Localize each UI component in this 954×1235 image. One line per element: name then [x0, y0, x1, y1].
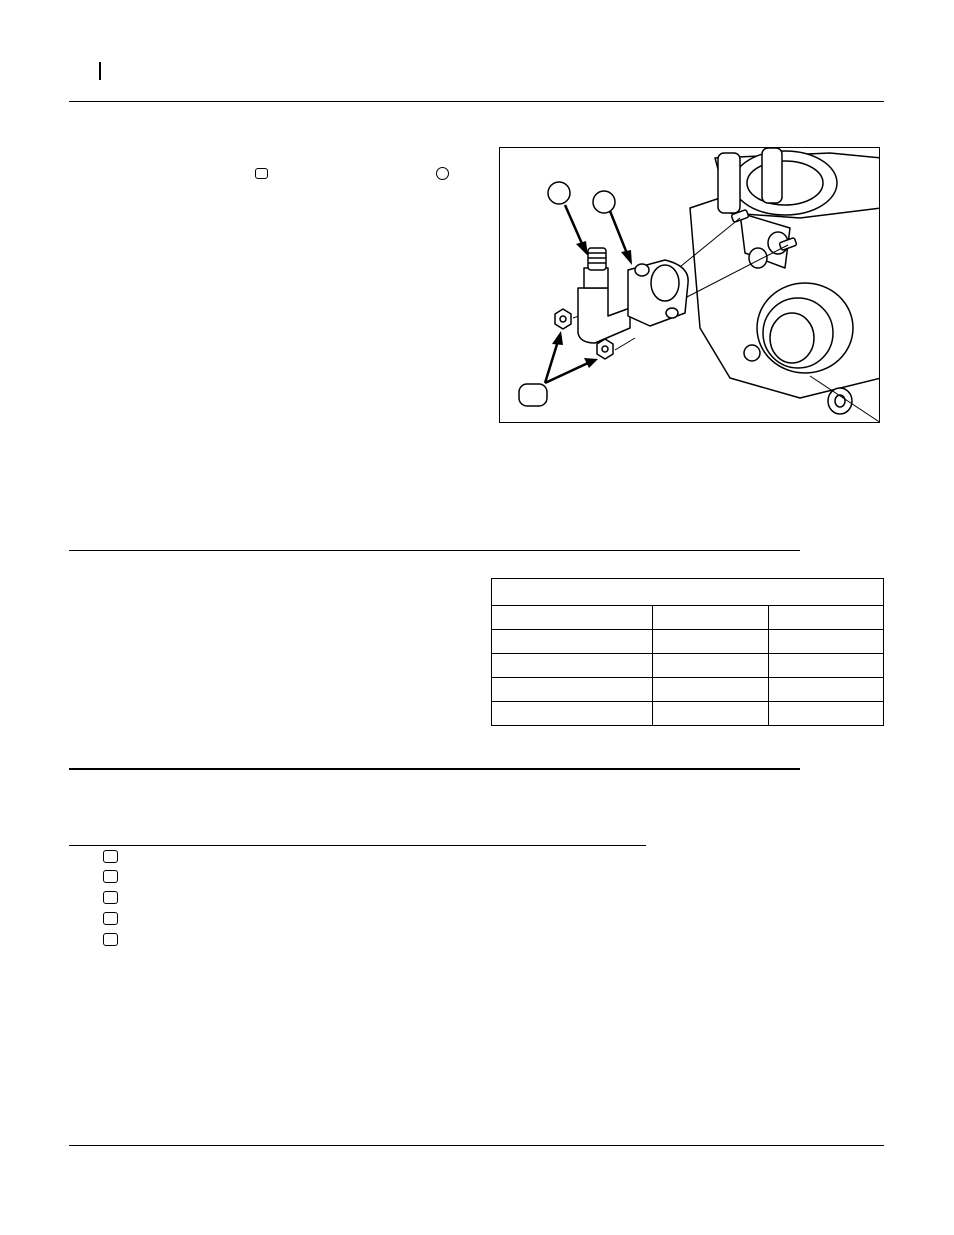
- elbow-hex-nut: [584, 268, 608, 288]
- table-row: [492, 630, 884, 654]
- table-cell: [492, 702, 653, 726]
- spec-table-caption-row: [492, 579, 884, 606]
- spec-table-header: [492, 606, 653, 630]
- arrowhead-2: [621, 250, 632, 265]
- footer-rule: [69, 1145, 884, 1146]
- housing-post-mid: [762, 148, 782, 203]
- checklist-checkbox[interactable]: [103, 933, 118, 946]
- checklist-checkbox[interactable]: [103, 912, 118, 925]
- table-cell: [653, 630, 769, 654]
- elbow-threaded-end: [588, 248, 606, 270]
- leader-arrow-2: [610, 211, 628, 256]
- table-cell: [769, 654, 884, 678]
- intro-circle-callout-icon: [436, 167, 449, 180]
- elbow-body: [578, 288, 630, 343]
- spec-table-header: [769, 606, 884, 630]
- section-rule-1: [69, 550, 800, 551]
- table-row: [492, 702, 884, 726]
- table-row: [492, 654, 884, 678]
- spec-table-header-row: [492, 606, 884, 630]
- table-cell: [653, 654, 769, 678]
- arrowhead-1: [576, 241, 588, 256]
- header-margin-tick: [99, 62, 101, 80]
- housing-post-left: [718, 153, 740, 213]
- table-cell: [653, 678, 769, 702]
- table-cell: [769, 630, 884, 654]
- checklist-heading-rule: [69, 845, 646, 846]
- section-rule-2: [69, 768, 800, 770]
- boss-left: [744, 345, 760, 361]
- callout-square-3: [519, 384, 547, 406]
- table-cell: [769, 702, 884, 726]
- table-cell: [492, 630, 653, 654]
- checklist-checkbox[interactable]: [103, 891, 118, 904]
- checklist-checkbox[interactable]: [103, 870, 118, 883]
- spec-table: [491, 578, 884, 726]
- spec-table-caption: [492, 579, 884, 606]
- leader-arrow-1: [565, 205, 583, 246]
- callout-circle-2: [593, 191, 615, 213]
- figure-fitting-assembly: [499, 147, 880, 423]
- table-cell: [492, 654, 653, 678]
- header-rule: [69, 101, 884, 102]
- table-cell: [492, 678, 653, 702]
- spec-table-header: [653, 606, 769, 630]
- table-cell: [769, 678, 884, 702]
- table-cell: [653, 702, 769, 726]
- figure-illustration: [500, 148, 880, 423]
- intro-square-callout-icon: [255, 168, 268, 179]
- callout-circle-1: [548, 182, 570, 204]
- table-row: [492, 678, 884, 702]
- checklist-checkbox[interactable]: [103, 850, 118, 863]
- arrowhead-3a: [552, 331, 563, 345]
